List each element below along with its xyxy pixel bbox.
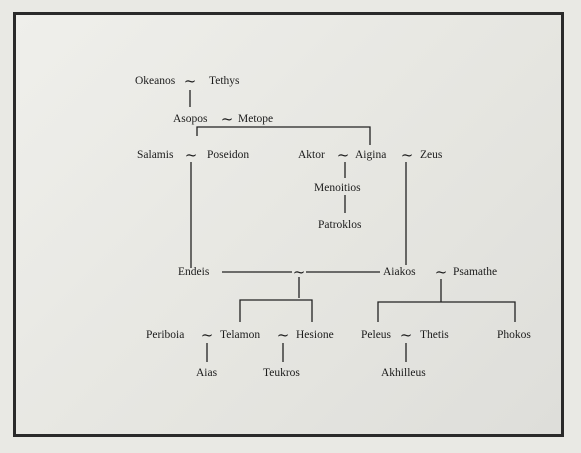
- union-symbols: [184, 72, 448, 344]
- union-periboia-telamon: ~: [200, 326, 214, 344]
- person-asopos: Asopos: [173, 113, 208, 125]
- person-tethys: Tethys: [209, 75, 240, 87]
- union-aktor-aigina: ~: [336, 146, 350, 164]
- names: [135, 75, 531, 379]
- person-metope: Metope: [238, 113, 274, 125]
- person-peleus: Peleus: [361, 329, 392, 341]
- person-psamathe: Psamathe: [453, 266, 498, 278]
- person-aigina: Aigina: [355, 149, 387, 161]
- person-teukros: Teukros: [263, 367, 300, 379]
- line-psamathe-phokos: [378, 302, 515, 322]
- union-peleus-thetis: ~: [399, 326, 413, 344]
- union-aiakos-psamathe: ~: [434, 263, 448, 281]
- union-aigina-zeus: ~: [400, 146, 414, 164]
- union-salamis-poseidon: ~: [184, 146, 198, 164]
- line-telamon-siblings: [240, 300, 312, 322]
- person-menoitios: Menoitios: [314, 182, 361, 194]
- person-poseidon: Poseidon: [207, 149, 250, 161]
- union-endeis-aiakos: ~: [292, 263, 306, 281]
- person-periboia: Periboia: [146, 329, 185, 341]
- person-aiakos: Aiakos: [383, 266, 416, 278]
- union-asopos-metope: ~: [220, 110, 234, 128]
- person-zeus: Zeus: [420, 149, 443, 161]
- person-hesione: Hesione: [296, 329, 334, 341]
- person-endeis: Endeis: [178, 266, 210, 278]
- union-telamon-hesione: ~: [276, 326, 290, 344]
- person-telamon: Telamon: [220, 329, 261, 341]
- person-thetis: Thetis: [420, 329, 449, 341]
- person-aias: Aias: [196, 367, 218, 379]
- person-aktor: Aktor: [298, 149, 325, 161]
- person-salamis: Salamis: [137, 149, 174, 161]
- line-asopos-children: [197, 127, 370, 145]
- person-patroklos: Patroklos: [318, 219, 362, 231]
- union-okeanos-tethys: ~: [183, 72, 197, 90]
- person-phokos: Phokos: [497, 329, 531, 341]
- person-okeanos: Okeanos: [135, 75, 176, 87]
- person-akhilleus: Akhilleus: [381, 367, 426, 379]
